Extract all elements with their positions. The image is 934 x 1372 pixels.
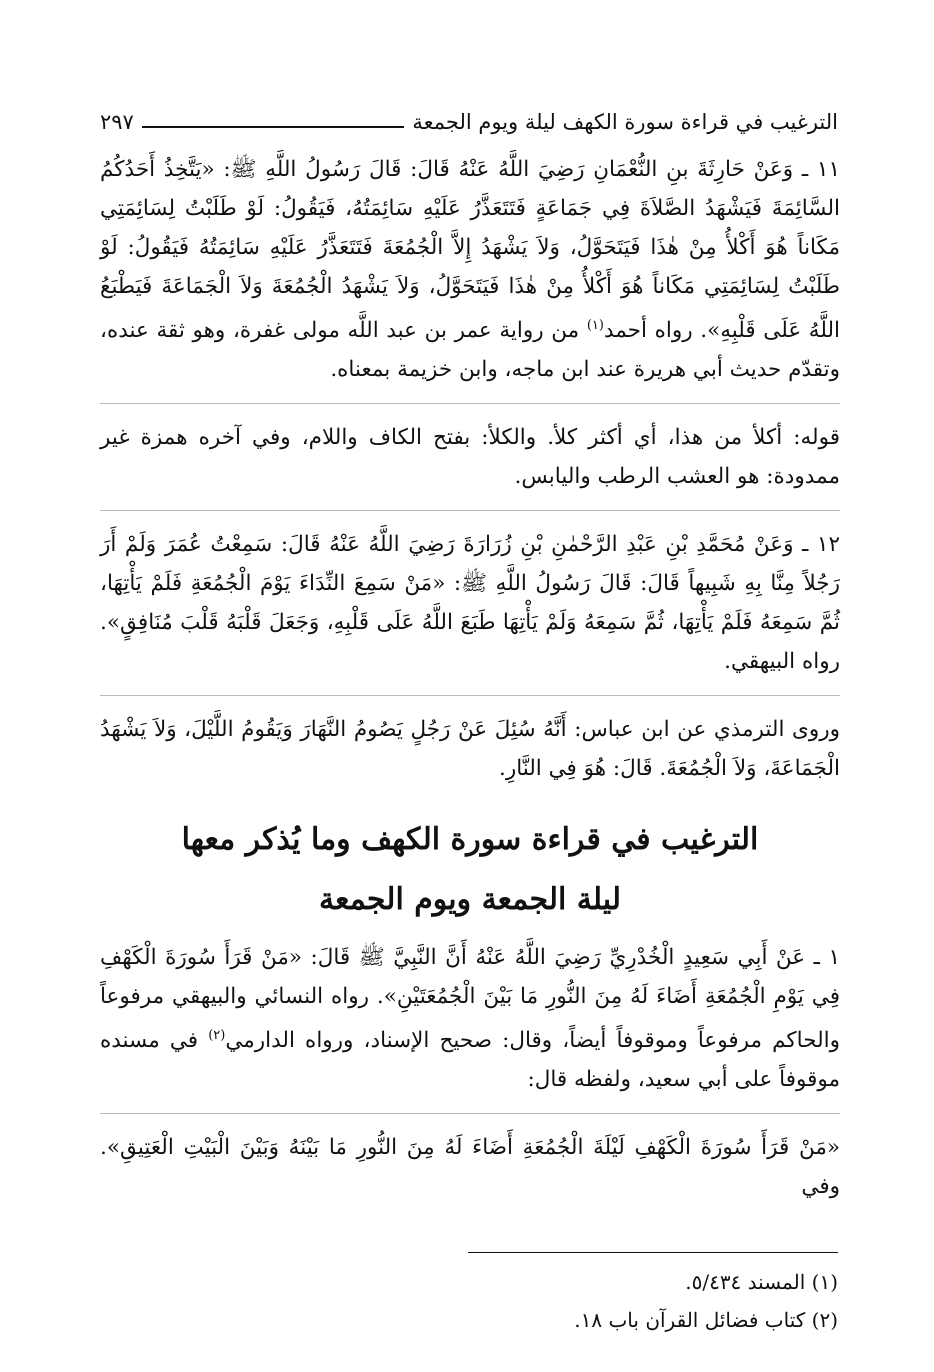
hadith-11-quote: «يَتَّخِذُ أَحَدُكُمُ السَّائِمَةَ فَيَشْهَدُ الصَّلاَةَ فِي جَمَاعَةٍ فَتَتَعَذَّرُ عَلَيْهِ سَائِمَتُهُ، فَيَقُولُ: لَوْ طَلَبْتُ لِسَائِمَتِي مَكَاناً هُوَ أَكْلأُ مِنْ هٰذَا فَيَتَحَوَّلُ، وَلاَ يَشْهَدُ إِلاَّ الْجُمُعَةَ فَتَتَعَذَّرُ عَلَيْهِ سَائِمَتُهُ فَيَقُولُ: لَوْ طَلَبْتُ لِسَائِمَتِي مَكَاناً هُوَ أَكْلأُ مِنْ هٰذَا فَيَتَحَوَّلُ، وَلاَ يَشْهَدُ الْجُمُعَةَ وَلاَ الْجَمَاعَةَ فَيَطْبَعُ اللَّهُ عَلَى قَلْبِهِ».	[100, 157, 840, 344]
section-separator	[100, 510, 840, 511]
page-number: ٢٩٧	[100, 110, 134, 134]
section-separator	[100, 1113, 840, 1114]
section-title-line-1: الترغيب في قراءة سورة الكهف وما يُذكر معها	[181, 822, 759, 858]
hadith-11-narration: رواه أحمد	[603, 318, 693, 344]
hadith-12-intro: ١٢ ـ وَعَنْ مُحَمَّدِ بْنِ عَبْدِ الرَّحْمٰنِ بْنِ زُرَارَةَ رَضِيَ اللَّهُ عَنْهُ قَالَ: سَمِعْتُ عُمَرَ وَلَمْ أَرَ رَجُلاً مِنَّا بِهِ شَبِيهاً قَالَ: قَالَ رَسُولُ اللَّهِ ﷺ:	[100, 532, 840, 597]
hadith-1-intro: ١ ـ عَنْ أَبِي سَعِيدٍ الْخُدْرِيِّ رَضِيَ اللَّهُ عَنْهُ أَنَّ النَّبِيَّ ﷺ قَالَ:	[310, 945, 840, 971]
section-title	[100, 810, 840, 930]
footnotes	[100, 1252, 838, 1339]
hadith-12	[100, 525, 840, 681]
footnote-1-number: (١)	[811, 1270, 838, 1294]
section-separator	[100, 403, 840, 404]
footnote-1-text: المسند ٥/٤٣٤.	[685, 1270, 806, 1294]
hadith-1	[100, 938, 840, 1099]
hadith-1-variant-tail: وفي	[801, 1174, 840, 1200]
footnote-2-number: (٢)	[811, 1308, 838, 1332]
hadith-12-quote: «مَنْ سَمِعَ النِّدَاءَ يَوْمَ الْجُمُعَةِ فَلَمْ يَأْتِهَا، ثُمَّ سَمِعَهُ فَلَمْ يَأْتِهَا، ثُمَّ سَمِعَهُ وَلَمْ يَأْتِهَا طَبَعَ اللَّهُ عَلَى قَلْبِهِ، وَجَعَلَ قَلْبَهُ قَلْبَ مُنَافِقٍ».	[100, 571, 840, 636]
footnote-2	[100, 1301, 838, 1339]
body-text	[100, 150, 840, 1220]
hadith-1-narration-rest: في مسنده موقوفاً على أبي سعيد، ولفظه قال:	[100, 1028, 840, 1093]
commentary-11: قوله: أكلأ من هذا، أي أكثر كلأ. والكلأ: بفتح الكاف واللام، وفي آخره همزة غير ممدودة: هو العشب الرطب واليابس.	[100, 425, 840, 490]
tirmidhi-text: أَنَّهُ سُئِلَ عَنْ رَجُلٍ يَصُومُ النَّهَارَ وَيَقُومُ اللَّيْلَ، وَلاَ يَشْهَدُ الْجَمَاعَةَ، وَلاَ الْجُمُعَةَ. قَالَ: هُوَ فِي النَّارِ.	[100, 717, 840, 782]
hadith-1-quote: «مَنْ قَرَأَ سُورَةَ الْكَهْفِ فِي يَوْمِ الْجُمُعَةِ أَضَاءَ لَهُ مِنَ النُّورِ مَا بَيْنَ الْجُمُعَتَيْنِ».	[100, 945, 840, 1010]
hadith-11-narration-rest: من رواية عمر بن عبد اللَّه مولى غفرة، وهو ثقة عنده، وتقدّم حديث أبي هريرة عند ابن ماجه، وابن خزيمة بمعناه.	[100, 318, 840, 383]
section-title-line-2: ليلة الجمعة ويوم الجمعة	[319, 882, 621, 918]
footnote-rule	[468, 1252, 838, 1253]
footnote-1	[100, 1263, 838, 1301]
header-title: الترغيب في قراءة سورة الكهف ليلة ويوم الجمعة	[412, 110, 838, 134]
section-separator	[100, 695, 840, 696]
tirmidhi-intro: وروى الترمذي عن ابن عباس:	[574, 717, 840, 743]
hadith-1-variant	[100, 1128, 840, 1206]
hadith-1-narration: رواه النسائي والبيهقي مرفوعاً والحاكم مرفوعاً وموقوفاً أيضاً، وقال: صحيح الإسناد، ورواه الدارمي	[100, 984, 840, 1054]
footnote-ref-1: (١)	[586, 318, 604, 333]
footnote-ref-2: (٢)	[208, 1028, 226, 1044]
tirmidhi-report	[100, 710, 840, 788]
hadith-11	[100, 150, 840, 389]
running-header	[100, 100, 838, 134]
hadith-11-intro: ١١ ـ وَعَنْ حَارِثَةَ بنِ النُّعْمَانِ رَضِيَ اللَّهُ عَنْهُ قَالَ: قَالَ رَسُولُ اللَّهِ ﷺ:	[223, 157, 840, 182]
hadith-12-narration: رواه البيهقي.	[724, 649, 840, 675]
hadith-1-variant-quote: «مَنْ قَرَأَ سُورَةَ الْكَهْفِ لَيْلَةَ الْجُمُعَةِ أَضَاءَ لَهُ مِنَ النُّورِ مَا بَيْنَهُ وَبَيْنَ الْبَيْتِ الْعَتِيقِ».	[100, 1135, 840, 1161]
header-rule	[142, 126, 405, 128]
footnote-2-text: كتاب فضائل القرآن باب ١٨.	[574, 1308, 806, 1332]
